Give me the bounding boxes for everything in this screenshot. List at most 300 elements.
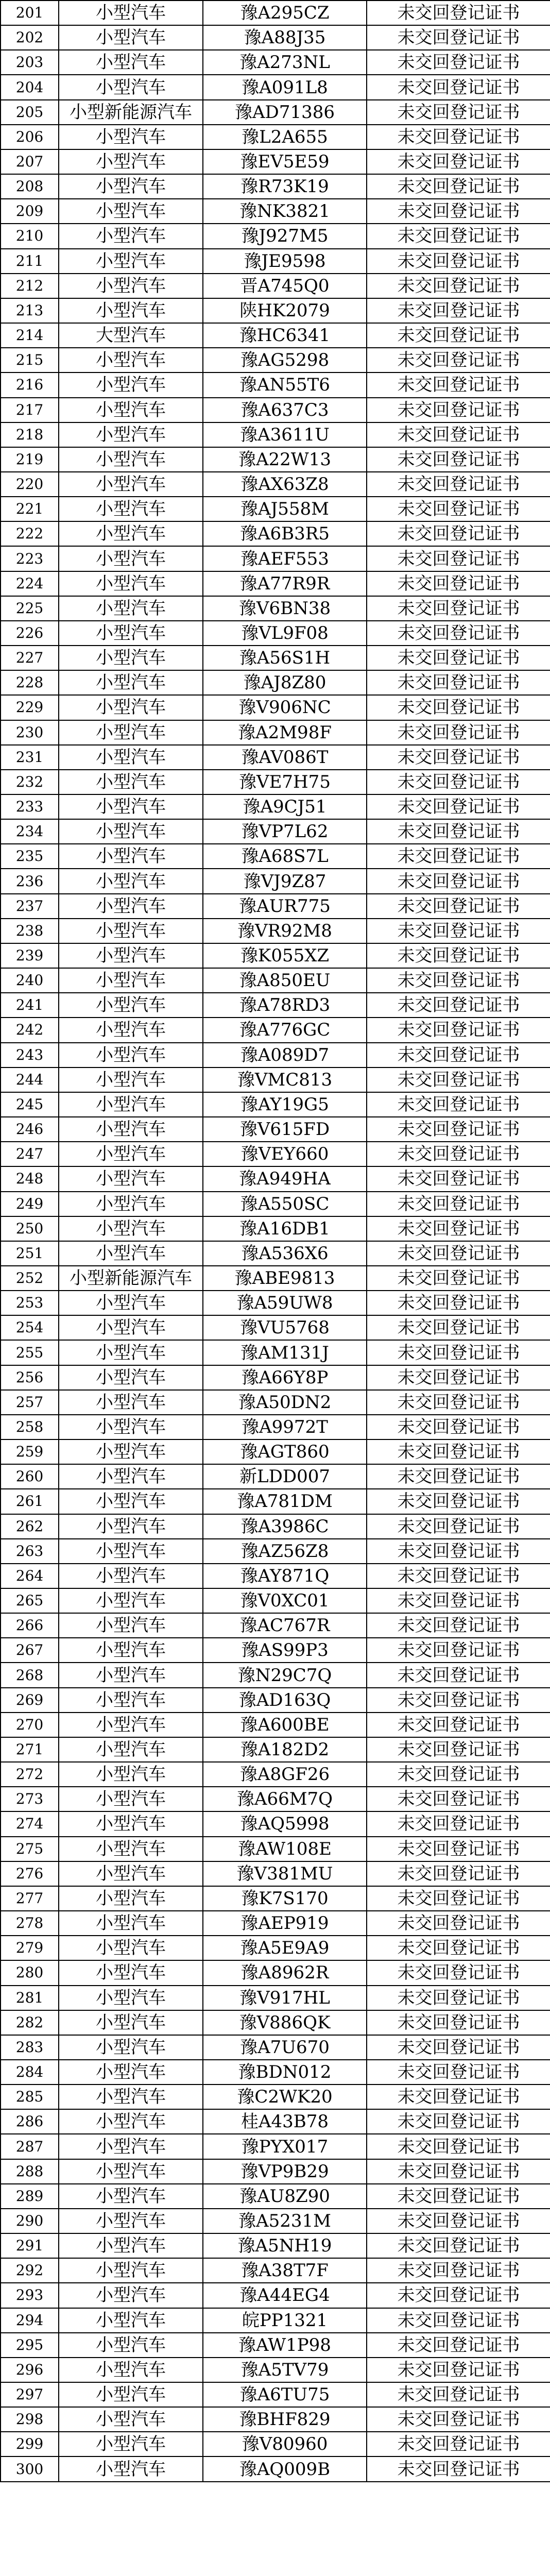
plate-number-cell: 豫A5TV79 [203,2358,367,2382]
plate-number-cell: 豫V0XC01 [203,1588,367,1613]
row-number-cell: 274 [1,1811,59,1836]
vehicle-type-cell: 小型汽车 [59,2407,203,2432]
status-text-cell: 未交回登记证书 [367,1861,550,1886]
table-row [1,2109,550,2134]
table-row [1,348,550,372]
status-text-cell: 未交回登记证书 [367,1663,550,1687]
vehicle-type-cell: 小型汽车 [59,2358,203,2382]
status-text-cell: 未交回登记证书 [367,1192,550,1216]
row-number-cell: 263 [1,1539,59,1564]
plate-number-cell: 豫EV5E59 [203,149,367,174]
table-row [1,968,550,993]
row-number-cell: 297 [1,2382,59,2407]
status-text-cell: 未交回登记证书 [367,1291,550,1315]
row-number-cell: 213 [1,298,59,323]
status-text-cell: 未交回登记证书 [367,1514,550,1539]
vehicle-type-cell: 小型汽车 [59,794,203,819]
vehicle-type-cell: 小型汽车 [59,2432,203,2456]
table-row [1,1936,550,1960]
status-text-cell: 未交回登记证书 [367,1713,550,1737]
vehicle-type-cell: 小型汽车 [59,993,203,1018]
status-text-cell: 未交回登记证书 [367,2308,550,2333]
plate-number-cell: 豫L2A655 [203,125,367,149]
status-text-cell: 未交回登记证书 [367,398,550,422]
plate-number-cell: 豫AD163Q [203,1688,367,1713]
row-number-cell: 240 [1,968,59,993]
table-row [1,571,550,596]
vehicle-type-cell: 小型汽车 [59,2010,203,2035]
vehicle-type-cell: 小型汽车 [59,398,203,422]
table-row [1,1018,550,1042]
vehicle-type-cell: 小型汽车 [59,174,203,199]
row-number-cell: 222 [1,521,59,546]
row-number-cell: 237 [1,894,59,919]
row-number-cell: 235 [1,844,59,869]
status-text-cell: 未交回登记证书 [367,348,550,372]
row-number-cell: 269 [1,1688,59,1713]
row-number-cell: 216 [1,372,59,397]
table-row [1,1092,550,1117]
vehicle-type-cell: 小型汽车 [59,1811,203,1836]
plate-number-cell: 豫AS99P3 [203,1638,367,1663]
vehicle-type-cell: 小型汽车 [59,2283,203,2308]
vehicle-type-cell: 小型汽车 [59,249,203,274]
row-number-cell: 265 [1,1588,59,1613]
vehicle-type-cell: 小型汽车 [59,770,203,794]
status-text-cell: 未交回登记证书 [367,1638,550,1663]
vehicle-type-cell: 小型汽车 [59,621,203,646]
table-row [1,670,550,695]
table-row [1,943,550,968]
row-number-cell: 242 [1,1018,59,1042]
plate-number-cell: 豫A6B3R5 [203,521,367,546]
row-number-cell: 275 [1,1837,59,1861]
row-number-cell: 238 [1,919,59,943]
status-text-cell: 未交回登记证书 [367,1216,550,1241]
plate-number-cell: 晋A745Q0 [203,274,367,298]
row-number-cell: 214 [1,323,59,348]
plate-number-cell: 豫V906NC [203,695,367,720]
plate-number-cell: 豫AY871Q [203,1564,367,1588]
plate-number-cell: 豫R73K19 [203,174,367,199]
vehicle-type-cell: 小型汽车 [59,50,203,75]
row-number-cell: 283 [1,2035,59,2060]
table-row [1,2432,550,2456]
table-row [1,1291,550,1315]
table-row [1,2407,550,2432]
plate-number-cell: 豫AY19G5 [203,1092,367,1117]
table-row [1,149,550,174]
plate-number-cell: 豫A089D7 [203,1043,367,1067]
table-row [1,1638,550,1663]
status-text-cell: 未交回登记证书 [367,372,550,397]
row-number-cell: 252 [1,1266,59,1291]
row-number-cell: 205 [1,100,59,125]
table-row [1,2283,550,2308]
vehicle-type-cell: 小型汽车 [59,1489,203,1514]
vehicle-type-cell: 小型汽车 [59,1464,203,1489]
plate-number-cell: 豫A16DB1 [203,1216,367,1241]
vehicle-type-cell: 小型汽车 [59,497,203,521]
vehicle-list-body [1,1,550,2482]
vehicle-type-cell: 小型汽车 [59,1762,203,1787]
vehicle-type-cell: 小型汽车 [59,1861,203,1886]
status-text-cell: 未交回登记证书 [367,2432,550,2456]
row-number-cell: 280 [1,1960,59,1985]
table-row [1,1911,550,1936]
vehicle-type-cell: 小型汽车 [59,1713,203,1737]
vehicle-type-cell: 小型汽车 [59,472,203,497]
row-number-cell: 229 [1,695,59,720]
vehicle-type-cell: 小型汽车 [59,372,203,397]
vehicle-type-cell: 小型汽车 [59,1564,203,1588]
table-row [1,1539,550,1564]
plate-number-cell: 豫A091L8 [203,75,367,99]
row-number-cell: 232 [1,770,59,794]
status-text-cell: 未交回登记证书 [367,50,550,75]
row-number-cell: 286 [1,2109,59,2134]
status-text-cell: 未交回登记证书 [367,1,550,25]
status-text-cell: 未交回登记证书 [367,844,550,869]
table-row [1,1315,550,1340]
row-number-cell: 228 [1,670,59,695]
table-row [1,25,550,50]
vehicle-type-cell: 小型汽车 [59,2084,203,2109]
plate-number-cell: 豫A949HA [203,1166,367,1191]
table-row [1,2358,550,2382]
table-row [1,844,550,869]
table-row [1,2333,550,2358]
plate-number-cell: 豫AQ009B [203,2456,367,2481]
plate-number-cell: 豫N29C7Q [203,1663,367,1687]
plate-number-cell: 豫AW1P98 [203,2333,367,2358]
table-row [1,1166,550,1191]
vehicle-type-cell: 小型汽车 [59,274,203,298]
status-text-cell: 未交回登记证书 [367,1092,550,1117]
vehicle-type-cell: 小型汽车 [59,869,203,893]
plate-number-cell: 豫AV086T [203,745,367,770]
status-text-cell: 未交回登记证书 [367,224,550,248]
status-text-cell: 未交回登记证书 [367,1489,550,1514]
table-row [1,1340,550,1365]
vehicle-type-cell: 小型汽车 [59,1737,203,1762]
row-number-cell: 245 [1,1092,59,1117]
vehicle-type-cell: 小型汽车 [59,1613,203,1638]
table-row [1,621,550,646]
vehicle-type-cell: 小型汽车 [59,546,203,571]
row-number-cell: 226 [1,621,59,646]
table-row [1,1192,550,1216]
table-row [1,1,550,25]
plate-number-cell: 豫AD71386 [203,100,367,125]
status-text-cell: 未交回登记证书 [367,422,550,447]
table-row [1,794,550,819]
vehicle-type-cell: 小型汽车 [59,2035,203,2060]
table-row [1,497,550,521]
table-row [1,2035,550,2060]
vehicle-type-cell: 小型汽车 [59,819,203,844]
vehicle-type-cell: 小型汽车 [59,1216,203,1241]
vehicle-type-cell: 小型汽车 [59,1960,203,1985]
plate-number-cell: 豫A8962R [203,1960,367,1985]
plate-number-cell: 豫K7S170 [203,1886,367,1911]
vehicle-type-cell: 小型汽车 [59,447,203,472]
row-number-cell: 251 [1,1241,59,1266]
row-number-cell: 244 [1,1067,59,1092]
table-row [1,1960,550,1985]
plate-number-cell: 豫A3986C [203,1514,367,1539]
table-row [1,1489,550,1514]
plate-number-cell: 豫A850EU [203,968,367,993]
plate-number-cell: 豫AN55T6 [203,372,367,397]
vehicle-type-cell: 小型汽车 [59,1539,203,1564]
table-row [1,745,550,770]
vehicle-type-cell: 小型汽车 [59,2184,203,2209]
vehicle-type-cell: 大型汽车 [59,323,203,348]
plate-number-cell: 豫AJ558M [203,497,367,521]
status-text-cell: 未交回登记证书 [367,1067,550,1092]
row-number-cell: 293 [1,2283,59,2308]
plate-number-cell: 豫A6TU75 [203,2382,367,2407]
status-text-cell: 未交回登记证书 [367,894,550,919]
status-text-cell: 未交回登记证书 [367,968,550,993]
status-text-cell: 未交回登记证书 [367,2258,550,2283]
row-number-cell: 282 [1,2010,59,2035]
vehicle-type-cell: 小型汽车 [59,2060,203,2084]
row-number-cell: 246 [1,1117,59,1142]
row-number-cell: 256 [1,1365,59,1390]
row-number-cell: 209 [1,199,59,224]
status-text-cell: 未交回登记证书 [367,1315,550,1340]
plate-number-cell: 豫A3611U [203,422,367,447]
row-number-cell: 295 [1,2333,59,2358]
vehicle-type-cell: 小型汽车 [59,75,203,99]
table-row [1,1663,550,1687]
plate-number-cell: 豫AZ56Z8 [203,1539,367,1564]
plate-number-cell: 豫AM131J [203,1340,367,1365]
vehicle-type-cell: 小型汽车 [59,298,203,323]
row-number-cell: 296 [1,2358,59,2382]
vehicle-type-cell: 小型汽车 [59,422,203,447]
plate-number-cell: 豫A273NL [203,50,367,75]
status-text-cell: 未交回登记证书 [367,1043,550,1067]
status-text-cell: 未交回登记证书 [367,323,550,348]
row-number-cell: 276 [1,1861,59,1886]
row-number-cell: 201 [1,1,59,25]
plate-number-cell: 豫A38T7F [203,2258,367,2283]
table-row [1,993,550,1018]
status-text-cell: 未交回登记证书 [367,596,550,621]
row-number-cell: 287 [1,2134,59,2159]
table-row [1,720,550,745]
status-text-cell: 未交回登记证书 [367,1911,550,1936]
plate-number-cell: 豫A781DM [203,1489,367,1514]
status-text-cell: 未交回登记证书 [367,521,550,546]
status-text-cell: 未交回登记证书 [367,2109,550,2134]
status-text-cell: 未交回登记证书 [367,199,550,224]
plate-number-cell: 豫AC767R [203,1613,367,1638]
vehicle-type-cell: 小型汽车 [59,646,203,670]
status-text-cell: 未交回登记证书 [367,2010,550,2035]
vehicle-type-cell: 小型汽车 [59,1043,203,1067]
status-text-cell: 未交回登记证书 [367,1365,550,1390]
table-row [1,298,550,323]
status-text-cell: 未交回登记证书 [367,298,550,323]
vehicle-type-cell: 小型汽车 [59,2333,203,2358]
vehicle-type-cell: 小型汽车 [59,943,203,968]
plate-number-cell: 豫NK3821 [203,199,367,224]
status-text-cell: 未交回登记证书 [367,745,550,770]
vehicle-type-cell: 小型汽车 [59,1415,203,1439]
row-number-cell: 203 [1,50,59,75]
vehicle-type-cell: 小型汽车 [59,2308,203,2333]
status-text-cell: 未交回登记证书 [367,1539,550,1564]
table-row [1,50,550,75]
table-row [1,1241,550,1266]
status-text-cell: 未交回登记证书 [367,125,550,149]
table-row [1,1266,550,1291]
table-row [1,1787,550,1811]
vehicle-type-cell: 小型汽车 [59,670,203,695]
table-row [1,819,550,844]
plate-number-cell: 豫JE9598 [203,249,367,274]
row-number-cell: 300 [1,2456,59,2481]
plate-number-cell: 豫A536X6 [203,1241,367,1266]
table-row [1,224,550,248]
status-text-cell: 未交回登记证书 [367,770,550,794]
plate-number-cell: 陕HK2079 [203,298,367,323]
vehicle-type-cell: 小型汽车 [59,745,203,770]
plate-number-cell: 豫A9CJ51 [203,794,367,819]
status-text-cell: 未交回登记证书 [367,2060,550,2084]
plate-number-cell: 豫A66M7Q [203,1787,367,1811]
row-number-cell: 249 [1,1192,59,1216]
table-row [1,323,550,348]
table-row [1,695,550,720]
row-number-cell: 204 [1,75,59,99]
plate-number-cell: 豫A56S1H [203,646,367,670]
row-number-cell: 290 [1,2209,59,2233]
vehicle-type-cell: 小型汽车 [59,1018,203,1042]
table-row [1,1861,550,1886]
table-row [1,2456,550,2481]
row-number-cell: 267 [1,1638,59,1663]
status-text-cell: 未交回登记证书 [367,1166,550,1191]
vehicle-type-cell: 小型汽车 [59,720,203,745]
row-number-cell: 247 [1,1142,59,1166]
vehicle-type-cell: 小型汽车 [59,224,203,248]
plate-number-cell: 豫A66Y8P [203,1365,367,1390]
row-number-cell: 241 [1,993,59,1018]
vehicle-type-cell: 小型汽车 [59,1315,203,1340]
plate-number-cell: 豫A5231M [203,2209,367,2233]
vehicle-type-cell: 小型新能源汽车 [59,100,203,125]
table-row [1,1142,550,1166]
status-text-cell: 未交回登记证书 [367,1737,550,1762]
row-number-cell: 266 [1,1613,59,1638]
row-number-cell: 271 [1,1737,59,1762]
row-number-cell: 250 [1,1216,59,1241]
vehicle-type-cell: 小型汽车 [59,968,203,993]
plate-number-cell: 豫A7U670 [203,2035,367,2060]
row-number-cell: 231 [1,745,59,770]
status-text-cell: 未交回登记证书 [367,2233,550,2258]
plate-number-cell: 豫AGT860 [203,1439,367,1464]
vehicle-type-cell: 小型汽车 [59,348,203,372]
table-row [1,1439,550,1464]
vehicle-type-cell: 小型汽车 [59,1439,203,1464]
status-text-cell: 未交回登记证书 [367,1266,550,1291]
row-number-cell: 233 [1,794,59,819]
vehicle-type-cell: 小型新能源汽车 [59,1266,203,1291]
row-number-cell: 202 [1,25,59,50]
vehicle-type-cell: 小型汽车 [59,2134,203,2159]
vehicle-type-cell: 小型汽车 [59,919,203,943]
vehicle-type-cell: 小型汽车 [59,2456,203,2481]
vehicle-type-cell: 小型汽车 [59,1588,203,1613]
status-text-cell: 未交回登记证书 [367,2035,550,2060]
vehicle-type-cell: 小型汽车 [59,125,203,149]
vehicle-type-cell: 小型汽车 [59,1390,203,1415]
table-row [1,199,550,224]
table-row [1,1837,550,1861]
vehicle-type-cell: 小型汽车 [59,1986,203,2010]
plate-number-cell: 豫A5NH19 [203,2233,367,2258]
table-row [1,1390,550,1415]
status-text-cell: 未交回登记证书 [367,2358,550,2382]
table-row [1,770,550,794]
row-number-cell: 264 [1,1564,59,1588]
plate-number-cell: 豫A44EG4 [203,2283,367,2308]
table-row [1,274,550,298]
table-row [1,2382,550,2407]
plate-number-cell: 豫A22W13 [203,447,367,472]
row-number-cell: 206 [1,125,59,149]
table-row [1,919,550,943]
row-number-cell: 291 [1,2233,59,2258]
row-number-cell: 219 [1,447,59,472]
plate-number-cell: 豫AUR775 [203,894,367,919]
plate-number-cell: 豫A78RD3 [203,993,367,1018]
status-text-cell: 未交回登记证书 [367,2209,550,2233]
status-text-cell: 未交回登记证书 [367,1688,550,1713]
vehicle-type-cell: 小型汽车 [59,149,203,174]
status-text-cell: 未交回登记证书 [367,943,550,968]
status-text-cell: 未交回登记证书 [367,869,550,893]
plate-number-cell: 豫VMC813 [203,1067,367,1092]
vehicle-type-cell: 小型汽车 [59,1911,203,1936]
status-text-cell: 未交回登记证书 [367,571,550,596]
table-row [1,2134,550,2159]
table-row [1,125,550,149]
table-row [1,596,550,621]
row-number-cell: 207 [1,149,59,174]
status-text-cell: 未交回登记证书 [367,1564,550,1588]
plate-number-cell: 豫VR92M8 [203,919,367,943]
status-text-cell: 未交回登记证书 [367,1588,550,1613]
table-row [1,2084,550,2109]
status-text-cell: 未交回登记证书 [367,1340,550,1365]
table-row [1,447,550,472]
row-number-cell: 224 [1,571,59,596]
vehicle-type-cell: 小型汽车 [59,1117,203,1142]
plate-number-cell: 桂A43B78 [203,2109,367,2134]
row-number-cell: 227 [1,646,59,670]
status-text-cell: 未交回登记证书 [367,2407,550,2432]
row-number-cell: 262 [1,1514,59,1539]
plate-number-cell: 豫PYX017 [203,2134,367,2159]
row-number-cell: 258 [1,1415,59,1439]
